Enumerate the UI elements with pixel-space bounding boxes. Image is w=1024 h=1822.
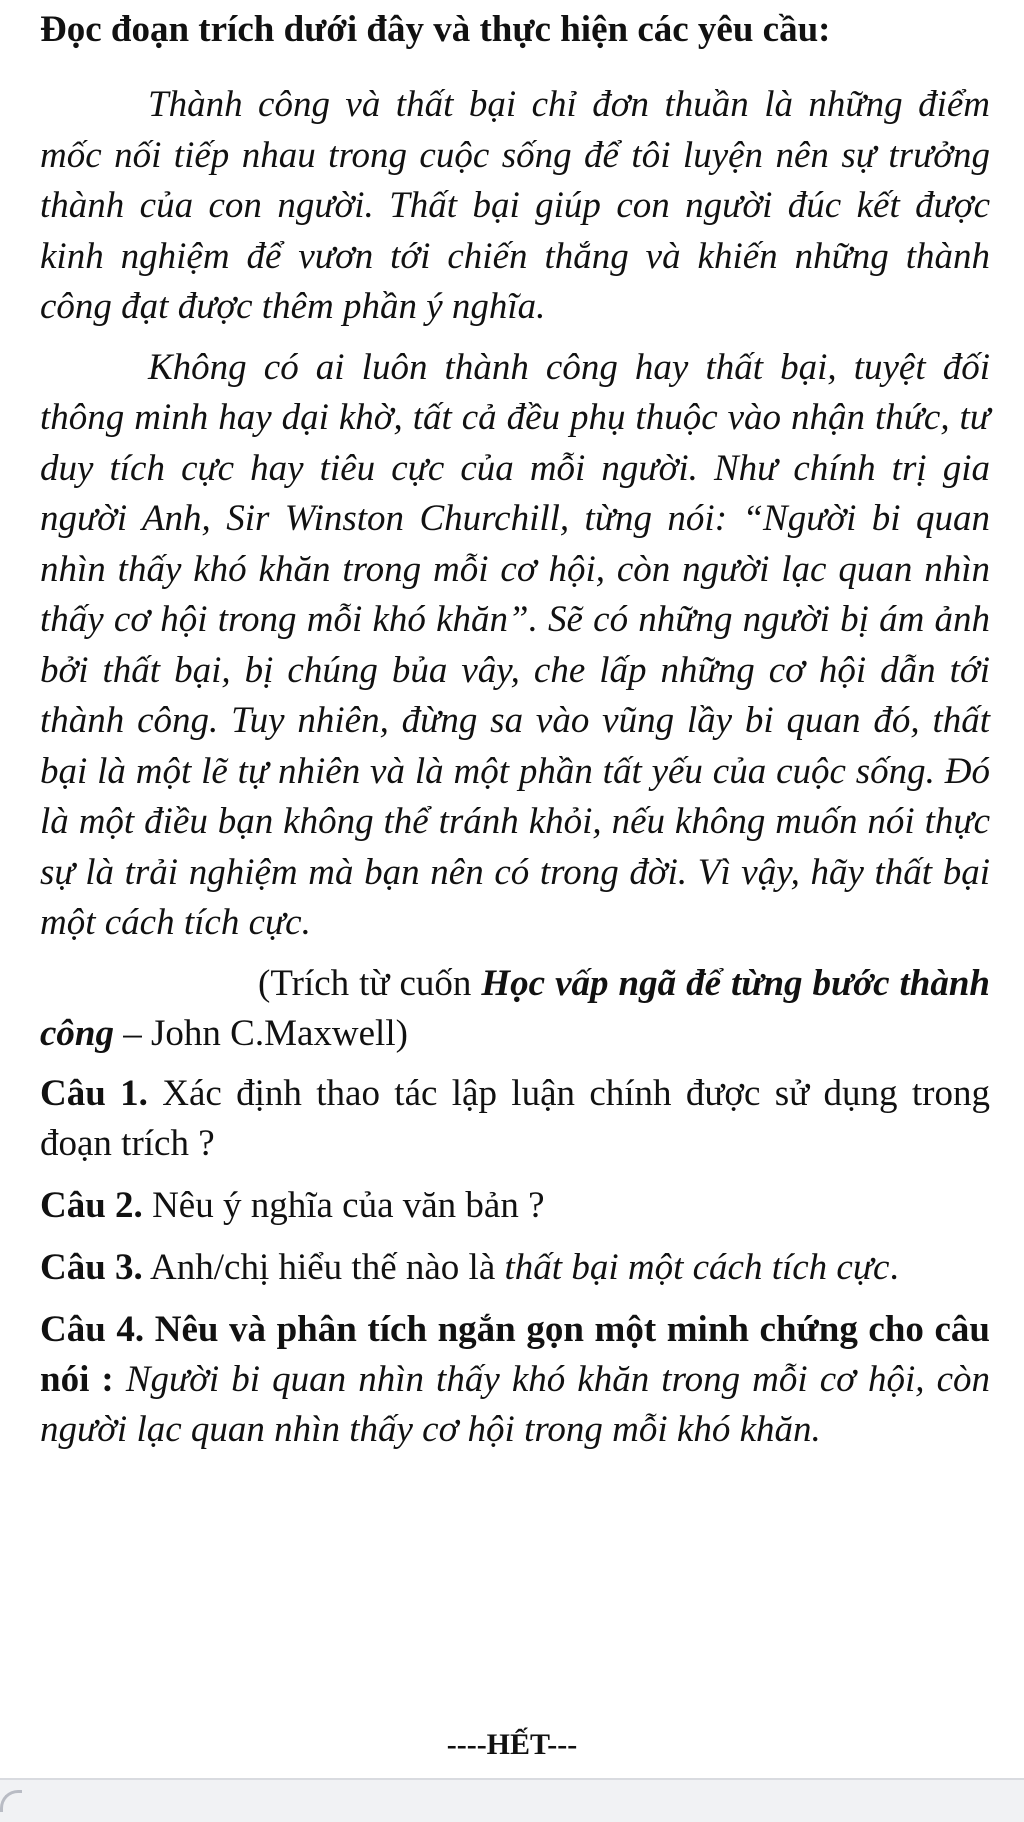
question-text: Anh/chị hiểu thế nào là <box>142 1246 505 1288</box>
question-text: Nêu và phân tích ngắn gọn một minh chứng cho câu nói : <box>40 1308 990 1400</box>
document-content <box>40 6 990 1467</box>
question-3 <box>40 1243 990 1293</box>
source-suffix: – John C.Maxwell) <box>114 1012 408 1054</box>
source-book-title: Học vấp ngã để từng bước thành công <box>40 962 991 1054</box>
passage-paragraph-1: Thành công và thất bại chỉ đơn thuần là những điểm mốc nối tiếp nhau trong cuộc sống để tôi luyện nên sự trưởng thành của con người. Thất bại giúp con người đúc kết được kinh nghiệm để vươn tới chiến thắng và khiến những thành công đạt được thêm phần ý nghĩa. <box>40 84 990 327</box>
question-label: Câu 2. <box>40 1184 143 1226</box>
question-2 <box>40 1181 990 1231</box>
question-text: Nêu ý nghĩa của văn bản ? <box>142 1184 545 1226</box>
question-emphasis: thất bại một cách tích cực <box>504 1246 890 1288</box>
question-emphasis: Người bi quan nhìn thấy khó khăn trong mỗi cơ hội, còn người lạc quan nhìn thấy cơ hội trong mỗi khó khăn. <box>40 1358 991 1450</box>
passage-source <box>40 959 990 1059</box>
question-1 <box>40 1069 990 1169</box>
question-text: Xác định thao tác lập luận chính được sử dụng trong đoạn trích ? <box>40 1072 990 1164</box>
question-label: Câu 4. <box>40 1308 145 1350</box>
instruction-heading: Đọc đoạn trích dưới đây và thực hiện các yêu cầu: <box>40 9 831 50</box>
question-end: . <box>889 1246 899 1288</box>
passage-paragraph-2: Không có ai luôn thành công hay thất bại, tuyệt đối thông minh hay dại khờ, tất cả đều phụ thuộc vào nhận thức, tư duy tích cực hay tiêu cực của mỗi người. Như chính trị gia người Anh, Sir Winston Churchill, từng nói: “Người bi quan nhìn thấy khó khăn trong mỗi cơ hội, còn người lạc quan nhìn thấy cơ hội trong mỗi khó khăn”. Sẽ có những người bị ám ảnh bởi thất bại, bị chúng bủa vây, che lấp những cơ hội dẫn tới thành công. Tuy nhiên, đừng sa vào vũng lầy bi quan đó, thất bại là một lẽ tự nhiên và là một phần tất yếu của cuộc sống. Đó là một điều bạn không thể tránh khỏi, nếu không muốn nói thực sự là trải nghiệm mà bạn nên có trong đời. Vì vậy, hãy thất bại một cách tích cực. <box>40 346 990 943</box>
corner-arc-icon <box>0 1790 22 1812</box>
source-prefix: (Trích từ cuốn <box>258 962 482 1004</box>
question-4 <box>40 1305 990 1455</box>
question-label: Câu 3. <box>40 1246 143 1288</box>
bottom-strip <box>0 1778 1024 1822</box>
question-label: Câu 1. <box>40 1072 148 1114</box>
end-mark: ----HẾT--- <box>446 1728 578 1761</box>
